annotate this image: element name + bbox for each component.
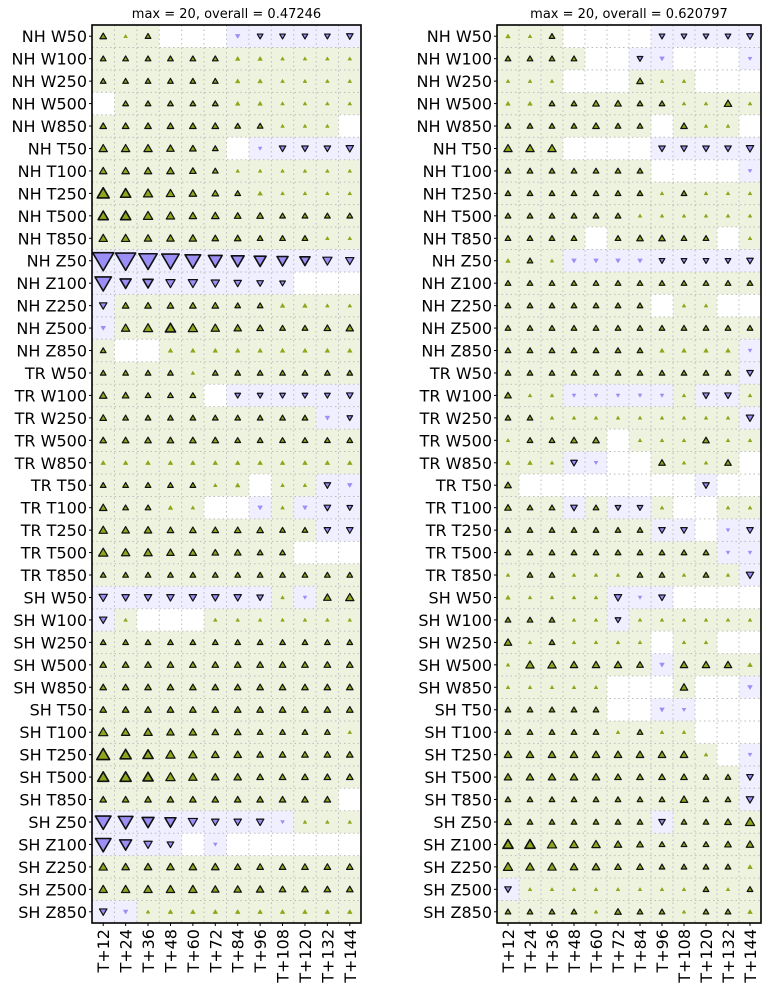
cell-nh-t50-t-84 [227,137,250,160]
row-label-tr-w850: TR W850 [14,453,87,473]
row-label-sh-t850: SH T850 [424,790,492,810]
cell-tr-t50-t-132 [717,474,740,497]
row-label-sh-w50: SH W50 [23,588,87,608]
cell-nh-w50-t-84 [629,25,652,48]
cell-nh-w250-t-72 [607,70,630,93]
row-label-sh-w50: SH W50 [428,588,492,608]
row-label-sh-z500: SH Z500 [18,880,87,900]
row-label-sh-z50: SH Z50 [28,812,87,832]
row-label-tr-t50: TR T50 [30,476,87,496]
row-label-sh-z850: SH Z850 [18,902,87,922]
row-label-nh-w100: NH W100 [416,49,492,69]
column-label-t-108: T+108 [675,929,694,983]
cell-nh-w50-t-60 [182,25,205,48]
cell-sh-w850-t-132 [717,676,740,699]
row-label-sh-w250: SH W250 [418,633,492,653]
column-label-t-84: T+84 [228,929,248,973]
row-label-sh-z50: SH Z50 [433,812,492,832]
cell-nh-w50-t-72 [204,25,227,48]
row-label-tr-t850: TR T850 [20,566,87,586]
cell-sh-t50-t-72 [607,699,630,722]
column-label-t-132: T+132 [719,929,738,983]
column-label-t-84: T+84 [631,929,650,973]
row-labels [417,27,497,922]
column-label-t-36: T+36 [543,929,562,973]
cell-sh-t100-t-132 [717,721,740,744]
cell-tr-t50-t-24 [519,474,542,497]
cell-tr-t250-t-120 [695,519,718,542]
row-label-nh-w500: NH W500 [11,94,87,114]
row-label-sh-t100: SH T100 [424,723,492,743]
cell-tr-w850-t-144 [739,452,762,475]
cell-nh-t100-t-132 [717,160,740,183]
row-label-sh-t250: SH T250 [19,745,87,765]
cell-nh-z850-t-24 [114,339,137,362]
cell-tr-t100-t-108 [673,496,696,519]
row-label-nh-t250: NH T250 [422,184,492,204]
cell-nh-w500-t-12 [92,92,115,115]
column-label-t-60: T+60 [587,929,606,973]
row-label-nh-t850: NH T850 [17,229,87,249]
cell-sh-w250-t-132 [717,631,740,654]
row-label-nh-w100: NH W100 [11,49,87,69]
cell-tr-t500-t-120 [294,541,317,564]
row-label-sh-t100: SH T100 [19,723,87,743]
cell-sh-t50-t-144 [739,699,762,722]
column-label-t-144: T+144 [340,929,360,983]
cell-sh-w50-t-144 [739,586,762,609]
cell-sh-z100-t-144 [339,833,362,856]
column-label-t-36: T+36 [139,929,159,973]
cell-nh-z100-t-132 [316,272,339,295]
cell-nh-t50-t-72 [607,137,630,160]
row-label-sh-t50: SH T50 [434,700,492,720]
cell-tr-t50-t-48 [563,474,586,497]
cell-tr-t50-t-108 [673,474,696,497]
row-label-nh-t250: NH T250 [17,184,87,204]
cell-nh-t50-t-60 [585,137,608,160]
column-label-t-12: T+12 [499,929,518,973]
row-label-nh-z50: NH Z50 [26,251,87,271]
cell-nh-w50-t-48 [159,25,182,48]
row-label-sh-t50: SH T50 [29,700,87,720]
cell-sh-t50-t-132 [717,699,740,722]
row-label-nh-z850: NH Z850 [16,341,87,361]
column-label-t-72: T+72 [206,929,226,973]
cell-nh-w250-t-120 [695,70,718,93]
row-label-sh-t250: SH T250 [424,745,492,765]
left-scorecard-panel [12,7,362,984]
cell-tr-t100-t-84 [227,496,250,519]
row-label-tr-t50: TR T50 [435,476,492,496]
cell-nh-t100-t-108 [673,160,696,183]
cell-tr-t50-t-60 [585,474,608,497]
row-label-tr-w100: TR W100 [14,386,87,406]
row-label-tr-w50: TR W50 [429,363,492,383]
row-label-nh-t500: NH T500 [422,206,492,226]
column-labels [499,923,760,984]
row-label-tr-w100: TR W100 [419,386,492,406]
column-label-t-72: T+72 [609,929,628,973]
cell-nh-w100-t-108 [673,47,696,70]
row-label-sh-z250: SH Z250 [423,857,492,877]
cell-tr-t100-t-120 [695,496,718,519]
cell-nh-z250-t-96 [651,294,674,317]
row-label-sh-z250: SH Z250 [18,857,87,877]
row-label-tr-t100: TR T100 [425,498,492,518]
cell-nh-t100-t-96 [651,160,674,183]
cell-sh-w100-t-60 [182,609,205,632]
row-label-tr-w500: TR W500 [419,431,492,451]
column-label-t-108: T+108 [273,929,293,983]
cell-sh-t850-t-144 [339,788,362,811]
cell-sh-w100-t-36 [137,609,160,632]
cell-sh-w250-t-144 [739,631,762,654]
cell-tr-t50-t-96 [651,474,674,497]
row-label-nh-t500: NH T500 [17,206,87,226]
row-label-tr-w250: TR W250 [14,408,87,428]
column-label-t-60: T+60 [183,929,203,973]
row-label-nh-w850: NH W850 [416,117,492,137]
cell-backgrounds [92,25,362,924]
column-label-t-24: T+24 [116,929,136,973]
cell-sh-t250-t-132 [717,743,740,766]
cell-nh-z100-t-144 [339,272,362,295]
row-label-sh-z100: SH Z100 [18,835,87,855]
row-label-nh-w50: NH W50 [21,27,87,47]
row-label-sh-w500: SH W500 [13,655,87,675]
cell-nh-w100-t-60 [585,47,608,70]
row-label-tr-t250: TR T250 [20,521,87,541]
row-labels [12,27,92,922]
row-label-nh-z100: NH Z100 [16,274,87,294]
cell-nh-z250-t-132 [717,294,740,317]
cell-tr-w850-t-72 [607,452,630,475]
column-label-t-120: T+120 [697,929,716,983]
cell-sh-z100-t-96 [249,833,272,856]
cell-sh-t100-t-144 [739,721,762,744]
cell-tr-w100-t-72 [204,384,227,407]
column-label-t-120: T+120 [295,929,315,983]
column-label-t-132: T+132 [318,929,338,983]
cell-tr-w500-t-72 [607,429,630,452]
cell-tr-t50-t-72 [607,474,630,497]
cell-sh-w50-t-132 [717,586,740,609]
row-label-nh-t100: NH T100 [422,161,492,181]
row-label-nh-t50: NH T50 [27,139,87,159]
row-label-tr-w250: TR W250 [419,408,492,428]
column-label-t-48: T+48 [161,929,181,973]
row-label-nh-z500: NH Z500 [16,319,87,339]
cell-nh-w100-t-72 [607,47,630,70]
row-label-tr-w850: TR W850 [419,453,492,473]
row-label-sh-w100: SH W100 [418,610,492,630]
cell-nh-z100-t-120 [294,272,317,295]
cell-tr-t50-t-144 [739,474,762,497]
cell-backgrounds [497,25,762,924]
cell-nh-w850-t-96 [651,115,674,138]
row-label-nh-w50: NH W50 [426,27,492,47]
row-label-nh-z250: NH Z250 [421,296,492,316]
column-label-t-24: T+24 [521,929,540,973]
row-label-nh-t850: NH T850 [422,229,492,249]
cell-tr-t500-t-132 [316,541,339,564]
cell-sh-z100-t-60 [182,833,205,856]
row-label-tr-t500: TR T500 [425,543,492,563]
cell-nh-w50-t-48 [563,25,586,48]
row-label-nh-w500: NH W500 [416,94,492,114]
row-label-nh-z250: NH Z250 [16,296,87,316]
cell-nh-t850-t-60 [585,227,608,250]
cell-sh-w850-t-84 [629,676,652,699]
cell-nh-w50-t-72 [607,25,630,48]
row-label-nh-w250: NH W250 [416,72,492,92]
row-label-nh-z100: NH Z100 [421,274,492,294]
row-label-tr-t850: TR T850 [425,566,492,586]
row-label-tr-t100: TR T100 [20,498,87,518]
cell-sh-t100-t-120 [695,721,718,744]
cell-nh-t850-t-132 [717,227,740,250]
cell-nh-w250-t-48 [563,70,586,93]
cell-tr-t50-t-36 [541,474,564,497]
cell-sh-w850-t-120 [695,676,718,699]
row-label-tr-t250: TR T250 [425,521,492,541]
cell-nh-w100-t-120 [695,47,718,70]
cell-sh-z100-t-132 [316,833,339,856]
column-label-t-12: T+12 [94,929,114,973]
cell-nh-z250-t-144 [739,294,762,317]
row-label-nh-z50: NH Z50 [431,251,492,271]
row-label-nh-w850: NH W850 [11,117,87,137]
cell-tr-w850-t-84 [629,452,652,475]
row-label-nh-w250: NH W250 [11,72,87,92]
cell-nh-w850-t-144 [339,115,362,138]
cell-nh-w100-t-132 [717,47,740,70]
cell-sh-t50-t-84 [629,699,652,722]
row-label-nh-t50: NH T50 [432,139,492,159]
row-label-sh-w250: SH W250 [13,633,87,653]
cell-sh-z100-t-108 [271,833,294,856]
cell-sh-w50-t-108 [673,586,696,609]
cell-nh-w250-t-60 [585,70,608,93]
cell-nh-t100-t-120 [695,160,718,183]
cell-sh-w250-t-96 [651,631,674,654]
cell-nh-w50-t-60 [585,25,608,48]
column-label-t-96: T+96 [653,929,672,973]
cell-nh-z850-t-36 [137,339,160,362]
right-panel-title: max = 20, overall = 0.620797 [530,7,728,22]
row-label-sh-z850: SH Z850 [423,902,492,922]
row-label-sh-z100: SH Z100 [423,835,492,855]
cell-sh-w850-t-72 [607,676,630,699]
cell-sh-w100-t-48 [159,609,182,632]
row-label-tr-t500: TR T500 [20,543,87,563]
cell-nh-t50-t-84 [629,137,652,160]
row-label-nh-z850: NH Z850 [421,341,492,361]
row-label-sh-t500: SH T500 [19,768,87,788]
column-label-t-48: T+48 [565,929,584,973]
right-scorecard-panel [417,7,762,984]
cell-sh-w50-t-120 [695,586,718,609]
cell-sh-w850-t-96 [651,676,674,699]
row-label-sh-w850: SH W850 [13,678,87,698]
cell-nh-t50-t-48 [563,137,586,160]
row-label-sh-t500: SH T500 [424,768,492,788]
cell-nh-w250-t-144 [739,70,762,93]
row-label-sh-t850: SH T850 [19,790,87,810]
row-label-sh-w100: SH W100 [13,610,87,630]
cell-sh-t50-t-120 [695,699,718,722]
row-label-tr-w50: TR W50 [24,363,87,383]
row-label-tr-w500: TR W500 [14,431,87,451]
row-label-sh-w500: SH W500 [418,655,492,675]
row-label-sh-w850: SH W850 [418,678,492,698]
cell-nh-w850-t-144 [739,115,762,138]
cell-tr-t50-t-96 [249,474,272,497]
row-label-sh-z500: SH Z500 [423,880,492,900]
cell-sh-z100-t-84 [227,833,250,856]
cell-tr-t50-t-84 [629,474,652,497]
cell-sh-z100-t-120 [294,833,317,856]
column-label-t-144: T+144 [741,929,760,983]
cell-nh-w250-t-132 [717,70,740,93]
left-panel-title: max = 20, overall = 0.47246 [131,7,322,22]
row-label-nh-z500: NH Z500 [421,319,492,339]
cell-tr-t500-t-144 [339,541,362,564]
row-label-nh-t100: NH T100 [17,161,87,181]
cell-tr-t100-t-72 [204,496,227,519]
column-labels [94,923,360,984]
column-label-t-96: T+96 [251,929,271,973]
